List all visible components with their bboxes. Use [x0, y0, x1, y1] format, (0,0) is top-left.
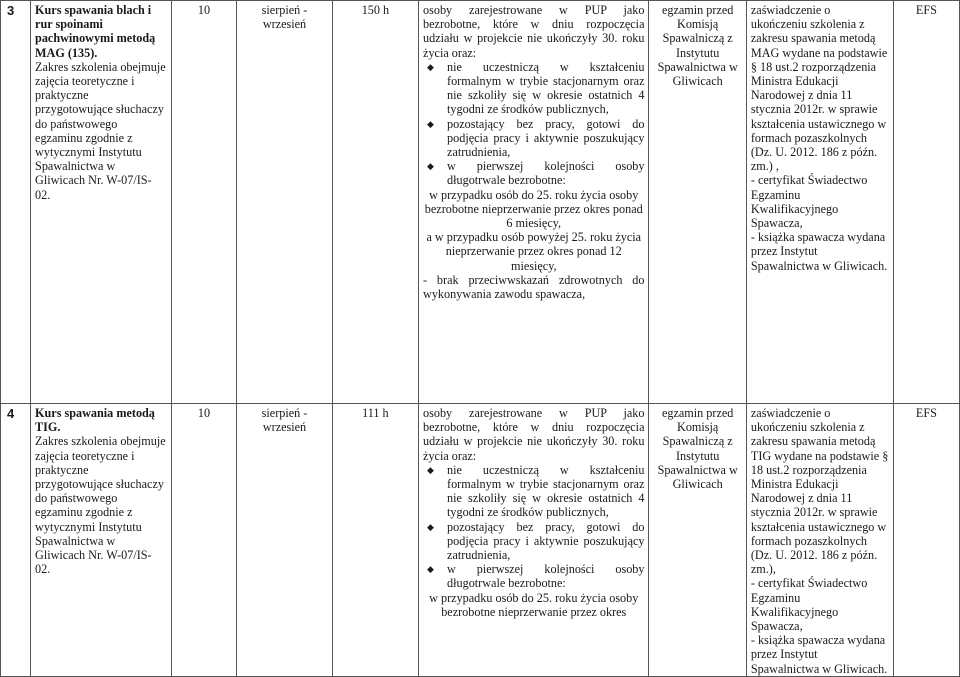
eligibility-subitem: a w przypadku osób powyżej 25. roku życia nieprzerwanie przez okres ponad 12 miesięcy, [426, 230, 642, 273]
certificate-item: zaświadczenie o ukończeniu szkolenia z zakresu spawania metodą MAG wydane na podstawie § 18 ust.2 rozporządzenia Ministra Edukacji Narodowej z dnia 11 stycznia 2012r. w sprawie kształcenia ustawicznego w formach pozaszkolnych (Dz. U. 2012. 186 z późn. zm.) , [750, 3, 888, 174]
row-number: 4 [1, 404, 31, 677]
exam-cell: egzamin przed Komisją Spawalniczą z Instytutu Spawalnictwa w Gliwicach [649, 1, 746, 404]
course-name-cell [31, 404, 172, 677]
participants-count: 10 [171, 404, 236, 677]
funding-source: EFS [893, 404, 959, 677]
eligibility-intro: osoby zarejestrowane w PUP jako bezrobotne, które w dniu rozpoczęcia udziału w projekcie nie ukończyły 30. roku życia oraz: [423, 3, 645, 60]
funding-source: EFS [893, 1, 959, 404]
certificate-cell [746, 404, 893, 677]
course-description: Zakres szkolenia obejmuje zajęcia teoretyczne i praktyczne przygotowujące słuchaczy do państwowego egzaminu zgodnie z wytycznymi Instytutu Spawalnictwa w Gliwicach Nr. W-07/IS-02. [35, 59, 166, 202]
course-dates: sierpień - wrzesień [237, 404, 333, 677]
eligibility-bullet: ◆ w pierwszej kolejności osoby długotrwale bezrobotne: [423, 159, 644, 187]
certificate-item: - książka spawacza wydana przez Instytut Spawalnictwa w Gliwicach. [750, 230, 888, 273]
eligibility-cell [419, 1, 649, 404]
eligibility-bullet: ◆ w pierwszej kolejności osoby długotrwale bezrobotne: [423, 562, 644, 590]
course-hours: 150 h [332, 1, 418, 404]
table-row [1, 1, 960, 404]
course-title: Kurs spawania metodą TIG. [35, 406, 155, 435]
certificate-item: - certyfikat Świadectwo Egzaminu Kwalifikacyjnego Spawacza, [750, 173, 868, 231]
certificate-item: zaświadczenie o ukończeniu szkolenia z zakresu spawania metodą TIG wydane na podstawie § 18 ust.2 rozporządzenia Ministra Edukacji Narodowej z dnia 11 stycznia 2012r. w sprawie kształcenia ustawicznego w formach pozaszkolnych (Dz. U. 2012. 186 z późn. zm.), [750, 406, 889, 577]
course-name-cell [31, 1, 172, 404]
eligibility-bullet: ◆ nie uczestniczą w kształceniu formalnym w trybie stacjonarnym oraz nie szkoliły się w okresie ostatnich 4 tygodni ze środków publicznych, [423, 60, 644, 117]
course-dates: sierpień - wrzesień [237, 1, 333, 404]
course-hours: 111 h [332, 404, 418, 677]
eligibility-subitem: w przypadku osób do 25. roku życia osoby bezrobotne nieprzerwanie przez okres [429, 590, 639, 619]
row-number: 3 [1, 1, 31, 404]
eligibility-bullet: ◆ pozostający bez pracy, gotowi do podjęcia pracy i aktywnie poszukujący zatrudnienia, [423, 520, 644, 563]
certificate-item: - książka spawacza wydana przez Instytut Spawalnictwa w Gliwicach. [750, 633, 888, 676]
eligibility-health: - brak przeciwwskazań zdrowotnych do wykonywania zawodu spawacza, [423, 272, 645, 302]
table-row [1, 404, 960, 677]
course-description: Zakres szkolenia obejmuje zajęcia teoretyczne i praktyczne przygotowujące słuchaczy do państwowego egzaminu zgodnie z wytycznymi Instytutu Spawalnictwa w Gliwicach Nr. W-07/IS-02. [35, 434, 166, 577]
eligibility-cell [419, 404, 649, 677]
eligibility-subitem: w przypadku osób do 25. roku życia osoby bezrobotne nieprzerwanie przez okres ponad 6 miesięcy, [424, 187, 643, 231]
certificate-cell [746, 1, 893, 404]
eligibility-bullet: ◆ nie uczestniczą w kształceniu formalnym w trybie stacjonarnym oraz nie szkoliły się w okresie ostatnich 4 tygodni ze środków publicznych, [423, 463, 644, 520]
participants-count: 10 [171, 1, 236, 404]
exam-cell: egzamin przed Komisją Spawalniczą z Instytutu Spawalnictwa w Gliwicach [649, 404, 746, 677]
course-title: Kurs spawania blach i rur spoinami pachwinowymi metodą MAG (135). [35, 3, 156, 60]
certificate-item: - certyfikat Świadectwo Egzaminu Kwalifikacyjnego Spawacza, [750, 576, 868, 634]
eligibility-intro: osoby zarejestrowane w PUP jako bezrobotne, które w dniu rozpoczęcia udziału w projekcie nie ukończyły 30. roku życia oraz: [423, 406, 645, 463]
eligibility-bullet: ◆ pozostający bez pracy, gotowi do podjęcia pracy i aktywnie poszukujący zatrudnienia, [423, 117, 644, 160]
